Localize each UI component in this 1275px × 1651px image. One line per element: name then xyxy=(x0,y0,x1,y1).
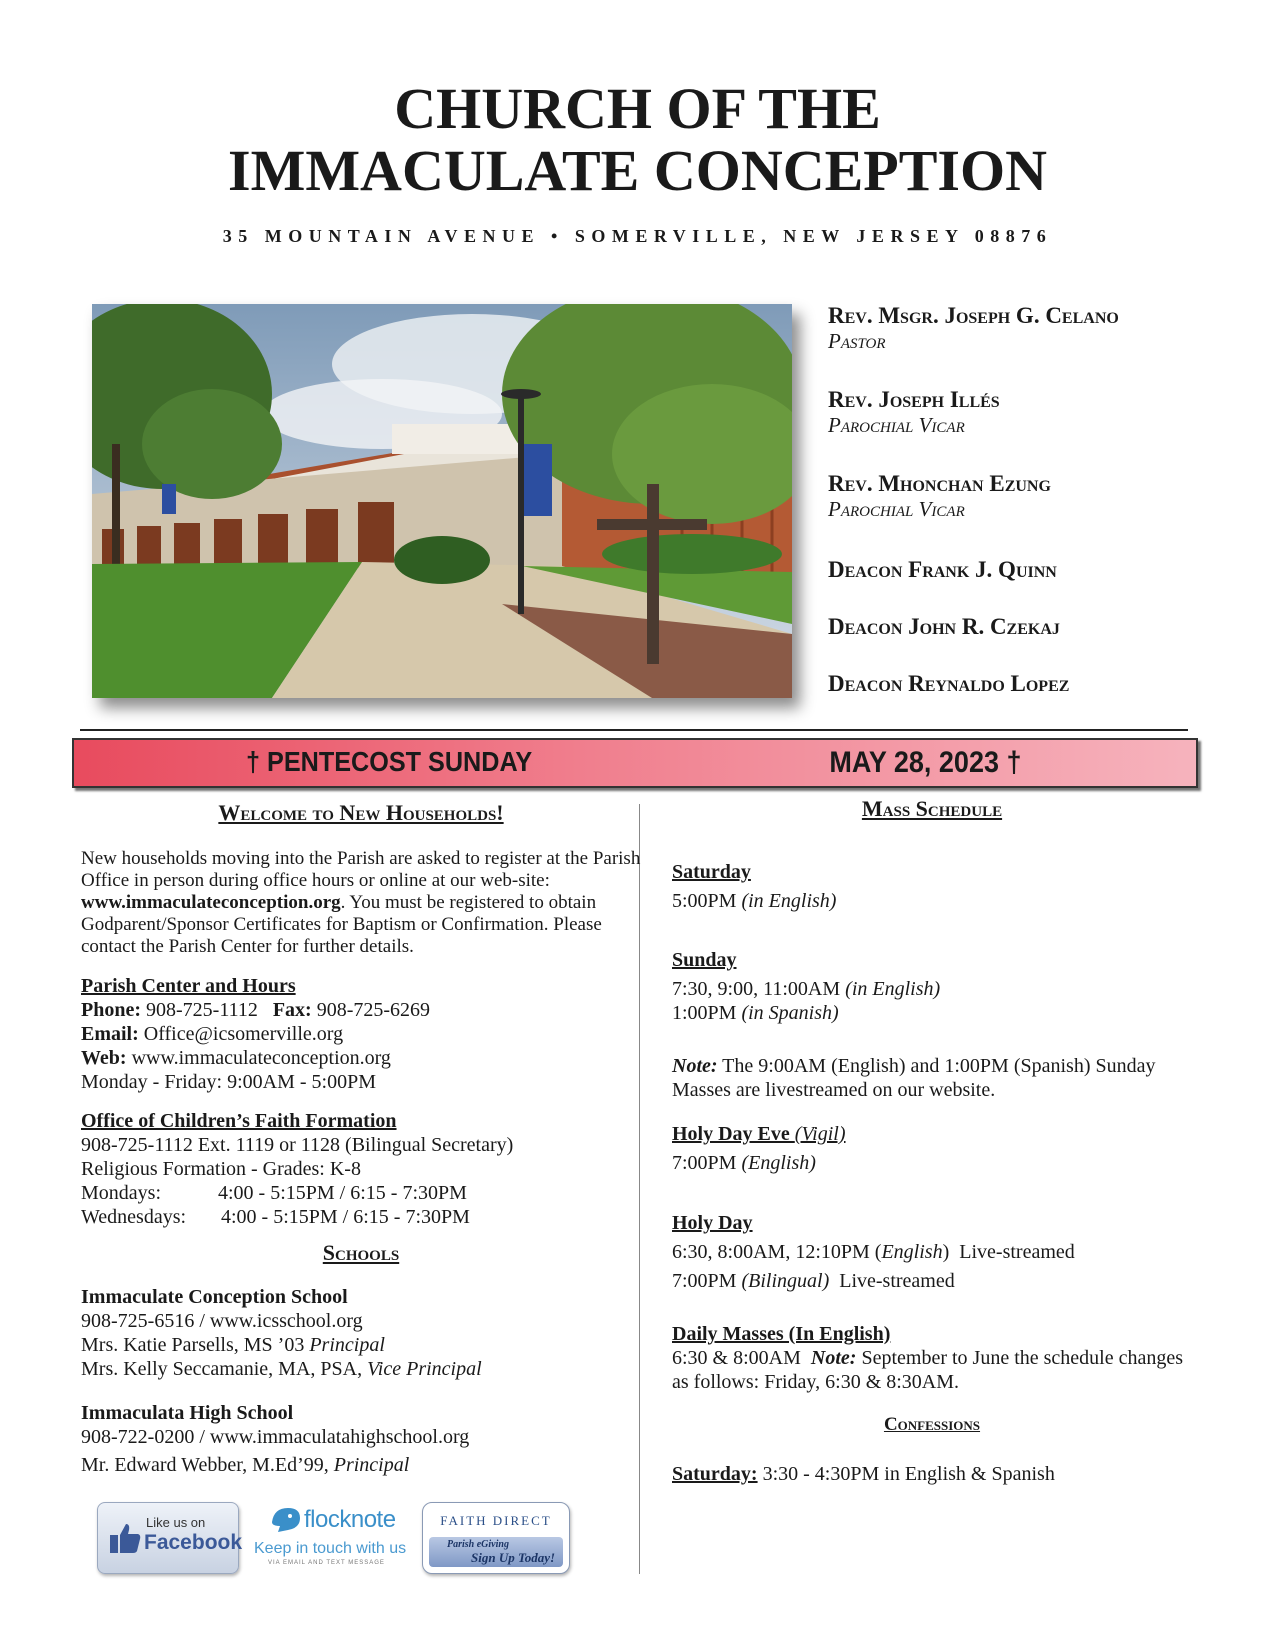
church-photo xyxy=(92,304,792,698)
holy-day xyxy=(672,1211,1192,1293)
holy-day-times: 6:30, 8:00AM, 12:10PM ( xyxy=(672,1241,882,1263)
flocknote-badge[interactable] xyxy=(250,1502,410,1572)
ics-principal-role: Principal xyxy=(309,1334,385,1356)
holy-day-language-2: (Bilingual) xyxy=(741,1270,830,1292)
sunday-times-english: 7:30, 9:00, 11:00AM xyxy=(672,978,846,1000)
faith-formation-grades: Religious Formation - Grades: K-8 xyxy=(81,1158,361,1180)
mondays-label: Mondays: xyxy=(81,1182,161,1204)
daily-note-text: September to June the schedule changes as follows: Friday, 6:30 & 8:30AM. xyxy=(672,1347,1184,1393)
sunday-language-english: (in English) xyxy=(845,978,941,1000)
staff-name: Deacon Frank J. Quinn xyxy=(828,557,1057,582)
livestream-note xyxy=(672,1054,1192,1102)
fax-label: Fax: xyxy=(272,999,312,1021)
welcome-paragraph xyxy=(81,848,641,958)
holy-day-eve-language: (English) xyxy=(741,1152,816,1174)
parish-center-block xyxy=(81,974,641,1094)
staff-vicar-1 xyxy=(828,387,1258,437)
faith-formation-phone: 908-725-1112 Ext. 1119 or 1128 (Bilingual Secretary) xyxy=(81,1134,514,1156)
web-address[interactable]: www.immaculateconception.org xyxy=(131,1047,391,1069)
flocknote-subline: VIA EMAIL AND TEXT MESSAGE xyxy=(268,1560,385,1566)
bulletin-date: MAY 28, 2023 † xyxy=(829,746,1022,779)
church-title-line1: CHURCH OF THE xyxy=(394,76,881,141)
ihs-contact: 908-722-0200 / www.immaculatahighschool.org xyxy=(81,1426,470,1448)
ihs-school-block xyxy=(81,1401,641,1477)
daily-masses-time: 6:30 & 8:00AM xyxy=(672,1347,811,1369)
phone-number[interactable]: 908-725-1112 xyxy=(146,999,258,1021)
wednesdays-time: 4:00 - 5:15PM / 6:15 - 7:30PM xyxy=(221,1206,470,1228)
staff-vicar-2 xyxy=(828,471,1258,521)
staff-role: Parochial Vicar xyxy=(828,413,965,437)
confessions-heading: Confessions xyxy=(883,1414,981,1435)
confessions-schedule xyxy=(672,1462,1192,1486)
faith-direct-line2: Sign Up Today! xyxy=(471,1550,556,1565)
saturday-label: Saturday xyxy=(672,861,751,883)
welcome-text-end: . You must be registered to obtain Godparent/Sponsor Certificates for Baptism or Confirmation. Please contact the Parish Center for further details. xyxy=(81,892,602,957)
holy-day-label: Holy Day xyxy=(672,1212,753,1234)
fax-number: 908-725-6269 xyxy=(316,999,431,1021)
saturday-time: 5:00PM xyxy=(672,890,742,912)
mass-schedule-heading: Mass Schedule xyxy=(861,796,1003,821)
facebook-badge[interactable] xyxy=(97,1502,243,1574)
staff-name: Deacon Reynaldo Lopez xyxy=(828,671,1070,696)
note-text: The 9:00AM (English) and 1:00PM (Spanish) Sunday Masses are livestreamed on our website. xyxy=(672,1055,1156,1101)
office-hours: Monday - Friday: 9:00AM - 5:00PM xyxy=(81,1071,376,1093)
church-title-line2: IMMACULATE CONCEPTION xyxy=(228,138,1047,203)
staff-deacon-1 xyxy=(828,557,1258,583)
holy-day-eve xyxy=(672,1122,1192,1175)
liturgical-day: † PENTECOST SUNDAY xyxy=(246,746,533,777)
ics-school-block xyxy=(81,1285,641,1381)
ics-contact: 908-725-6516 / www.icsschool.org xyxy=(81,1310,363,1332)
sunday-language-spanish: (in Spanish) xyxy=(741,1002,839,1024)
daily-masses xyxy=(672,1322,1192,1394)
sunday-mass xyxy=(672,948,1192,1025)
holy-day-eve-label: Holy Day Eve xyxy=(672,1123,795,1145)
daily-note-label: Note: xyxy=(810,1347,857,1369)
confessions-text: 3:30 - 4:30PM in English & Spanish xyxy=(757,1463,1055,1485)
holy-day-time-2: 7:00PM xyxy=(672,1270,742,1292)
phone-label: Phone: xyxy=(81,999,141,1021)
ihs-principal-role: Principal xyxy=(333,1454,410,1476)
staff-role: Parochial Vicar xyxy=(828,497,965,521)
holy-day-eve-vigil: (Vigil) xyxy=(794,1123,846,1145)
faith-formation-block xyxy=(81,1109,641,1229)
mondays-time: 4:00 - 5:15PM / 6:15 - 7:30PM xyxy=(218,1182,467,1204)
saturday-mass xyxy=(672,860,1192,913)
liturgical-banner xyxy=(72,738,1198,788)
holy-day-livestream-2: Live-streamed xyxy=(829,1270,955,1292)
faith-direct-badge[interactable] xyxy=(422,1502,570,1574)
note-label: Note: xyxy=(672,1055,718,1077)
staff-name: Deacon John R. Czekaj xyxy=(828,614,1060,639)
sunday-time-spanish: 1:00PM xyxy=(672,1002,742,1024)
facebook-top-text: Like us on xyxy=(146,1515,206,1530)
staff-name: Rev. Msgr. Joseph G. Celano xyxy=(828,303,1119,328)
faith-formation-heading: Office of Children’s Faith Formation xyxy=(81,1110,397,1132)
staff-role: Pastor xyxy=(828,329,886,353)
ics-vice-role: Vice Principal xyxy=(367,1358,482,1380)
holy-day-language-1: English xyxy=(881,1241,943,1263)
flocknote-tagline: Keep in touch with us xyxy=(254,1540,407,1557)
sunday-label: Sunday xyxy=(672,949,737,971)
welcome-text: New households moving into the Parish are asked to register at the Parish Office in person during office hours or online at our web-site: xyxy=(81,848,641,891)
confessions-label: Saturday: xyxy=(672,1463,758,1485)
staff-deacon-3 xyxy=(828,671,1258,697)
ihs-name: Immaculata High School xyxy=(81,1402,294,1424)
ihs-principal-name: Mr. Edward Webber, M.Ed’99, xyxy=(81,1454,334,1476)
welcome-heading: Welcome to New Households! xyxy=(218,800,504,825)
header-divider xyxy=(80,729,1188,731)
staff-name: Rev. Joseph Illés xyxy=(828,387,1000,412)
email-address[interactable]: Office@icsomerville.org xyxy=(143,1023,344,1045)
parish-center-heading: Parish Center and Hours xyxy=(81,975,296,997)
holy-day-eve-time: 7:00PM xyxy=(672,1152,742,1174)
saturday-language: (in English) xyxy=(741,890,837,912)
schools-heading: Schools xyxy=(322,1240,400,1265)
thumbs-up-icon xyxy=(108,1521,142,1555)
staff-pastor xyxy=(828,303,1258,353)
facebook-name: Facebook xyxy=(144,1531,243,1554)
ics-vice-name: Mrs. Kelly Seccamanie, MA, PSA, xyxy=(81,1358,368,1380)
wednesdays-label: Wednesdays: xyxy=(81,1206,187,1228)
web-label: Web: xyxy=(81,1047,127,1069)
faith-direct-button-area xyxy=(429,1537,563,1567)
faith-direct-name: FAITH DIRECT xyxy=(440,1513,552,1528)
staff-name: Rev. Mhonchan Ezung xyxy=(828,471,1051,496)
church-address: 35 MOUNTAIN AVENUE • SOMERVILLE, NEW JERSEY 08876 xyxy=(222,226,1053,246)
holy-day-livestream-1: ) Live-streamed xyxy=(942,1241,1075,1263)
email-label: Email: xyxy=(81,1023,139,1045)
daily-masses-label: Daily Masses (In English) xyxy=(672,1323,891,1345)
website-link[interactable]: www.immaculateconception.org xyxy=(81,892,341,913)
staff-deacon-2 xyxy=(828,614,1258,640)
faith-direct-line1: Parish eGiving xyxy=(447,1539,509,1550)
flocknote-name: flocknote xyxy=(304,1506,396,1533)
ics-name: Immaculate Conception School xyxy=(81,1286,348,1308)
ics-principal-name: Mrs. Katie Parsells, MS ’03 xyxy=(81,1334,310,1356)
flocknote-bird-icon xyxy=(268,1504,304,1534)
